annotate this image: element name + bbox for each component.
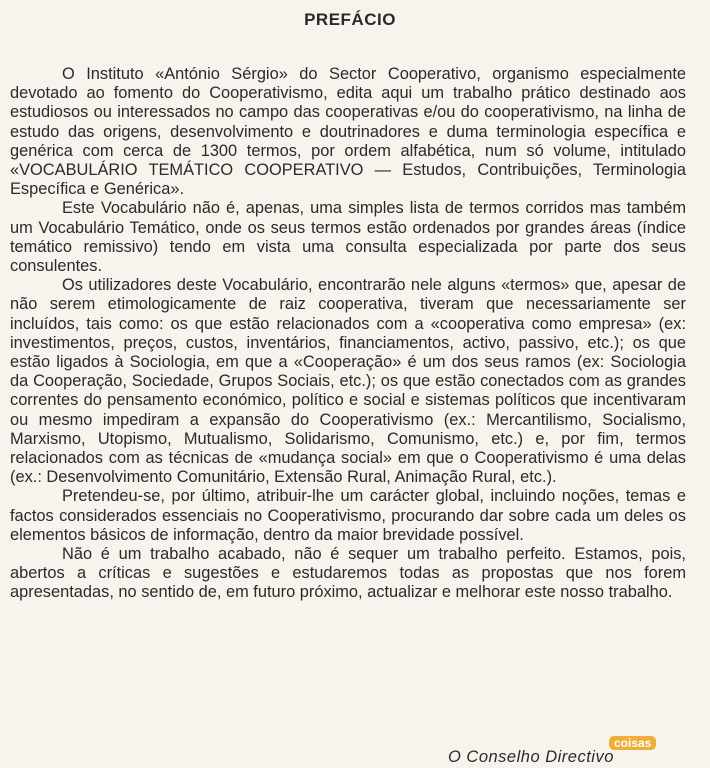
preface-body (10, 65, 686, 603)
paragraph-5: Não é um trabalho acabado, não é sequer um trabalho perfeito. Estamos, pois, abertos a críticas e sugestões e estudaremos todas as propostas que nos forem apresentadas, no sentido de, em futuro próximo, actualizar e melhorar este nosso trabalho. (10, 545, 686, 602)
paragraph-1: O Instituto «António Sérgio» do Sector Cooperativo, organismo especialmente devotado ao fomento do Cooperativismo, edita aqui um trabalho prático destinado aos estudiosos ou interessados no campo das cooperativas e/ou do cooperativismo, na linha de estudo das origens, desenvolvimento e doutrinadores e duma terminologia específica e genérica com cerca de 1300 termos, por ordem alfabética, num só volume, intitulado «VOCABULÁRIO TEMÁTICO COOPERATIVO — Estudos, Contribuições, Terminologia Específica e Genérica». (10, 65, 686, 199)
paragraph-3: Os utilizadores deste Vocabulário, encontrarão nele alguns «termos» que, apesar de não serem etimologicamente de raiz cooperativa, tiveram que necessariamente ser incluídos, tais como: os que estão relacionados com a «cooperativa como empresa» (ex: investimentos, preços, custos, inventários, financiamentos, activo, passivo, etc.); os que estão ligados à Sociologia, em que a «Cooperação» é um dos seus ramos (ex: Sociologia da Cooperação, Sociedade, Grupos Sociais, etc.); os que estão conectados com as grandes correntes do pensamento económico, político e social e sistemas políticos que incentivaram ou mesmo impediram a expansão do Cooperativismo (ex.: Mercantilismo, Socialismo, Marxismo, Utopismo, Mutualismo, Solidarismo, Comunismo, etc.) e, por fim, termos relacionados com as técnicas de «mudança social» em que o Cooperativismo é uma delas (ex.: Desenvolvimento Comunitário, Extensão Rural, Animação Rural, etc.). (10, 276, 686, 487)
page-title: PREFÁCIO (304, 10, 396, 29)
signature: O Conselho Directivo (448, 748, 614, 766)
paragraph-2: Este Vocabulário não é, apenas, uma simples lista de termos corridos mas também um Vocabulário Temático, onde os seus termos estão ordenados por grandes áreas (índice temático remissivo) tendo em vista uma consulta especializada por parte dos seus consulentes. (10, 199, 686, 276)
watermark-logo: coisas (609, 736, 656, 750)
paragraph-4: Pretendeu-se, por último, atribuir-lhe um carácter global, incluindo noções, temas e factos considerados essenciais no Cooperativismo, procurando dar sobre cada um deles os elementos básicos de informação, dentro da maior brevidade possível. (10, 487, 686, 544)
